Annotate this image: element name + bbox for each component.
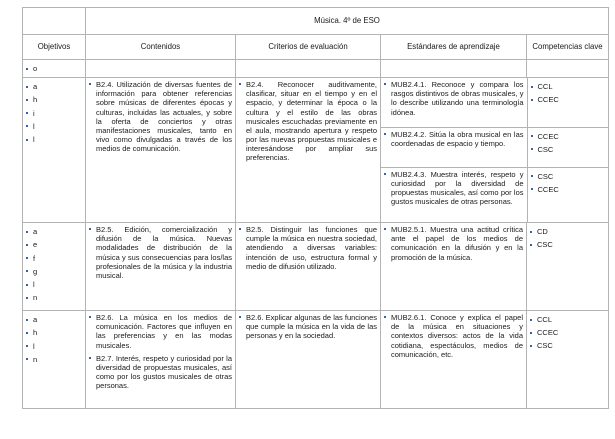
standard-list	[384, 170, 524, 207]
criteria-list	[239, 80, 377, 162]
contents-cell	[86, 60, 236, 78]
objective-item: l	[26, 340, 82, 353]
standard-row	[381, 127, 609, 167]
objective-item: i	[26, 107, 82, 120]
competences-cell	[527, 60, 609, 78]
standard-item: MUB2.4.3. Muestra interés, respeto y curiosidad por la diversidad de propuestas musicales, así como por los gustos musicales de otras personas.	[384, 170, 524, 207]
contents-cell	[86, 78, 236, 223]
content-item: B2.7. Interés, respeto y curiosidad por la diversidad de propuestas musicales, así como por los gustos musicales de otras personas.	[89, 354, 232, 391]
standard-list	[384, 225, 523, 262]
content-item: B2.5. Edición, comercialización y difusión de la música. Nuevas modalidades de distribución de la música y sus consecuencias para los/las profesionales de la música y la industria musical.	[89, 225, 232, 280]
competence-item: CSC	[531, 143, 607, 156]
objective-item: g	[26, 265, 82, 278]
competence-item: CCL	[530, 313, 605, 326]
standard-list	[384, 130, 524, 148]
standards-cell	[381, 223, 527, 311]
standard-item: MUB2.6.1. Conoce y explica el papel de la música en situaciones y contextos diversos: actos de la vida cotidiana, espectáculos, medios de comunicación, etc.	[384, 313, 523, 359]
standard-item: MUB2.5.1. Muestra una actitud crítica ante el papel de los medios de comunicación en la difusión y en la promoción de la música.	[384, 225, 523, 262]
criteria-cell	[236, 60, 381, 78]
table-title: Música. 4º de ESO	[86, 8, 609, 35]
objective-item: a	[26, 80, 82, 93]
header-standards: Estándares de aprendizaje	[381, 35, 527, 60]
competence-item: CCL	[531, 80, 607, 93]
competence-cell	[527, 127, 609, 167]
curriculum-table	[22, 7, 609, 409]
objective-item: l	[26, 133, 82, 146]
standards-competences-cell	[381, 78, 609, 223]
objectives-list	[26, 80, 82, 146]
competence-item: CSC	[531, 170, 607, 183]
standard-list	[384, 80, 524, 117]
objective-item: h	[26, 326, 82, 339]
contents-list	[89, 80, 232, 153]
header-competences: Competencias clave	[527, 35, 609, 60]
standard-cell	[381, 78, 527, 127]
contents-list	[89, 313, 232, 390]
objective-item: o	[26, 62, 82, 75]
competences-cell	[527, 311, 609, 409]
competence-item: CCEC	[531, 93, 607, 106]
objective-item: l	[26, 278, 82, 291]
competence-list	[530, 313, 605, 352]
competence-item: CSC	[530, 339, 605, 352]
competence-list	[531, 80, 607, 106]
contents-list	[89, 225, 232, 280]
content-item: B2.4. Utilización de diversas fuentes de información para obtener referencias sobre músicas de diferentes épocas y culturas, incluidas las actuales, y sobre la oferta de conciertos y otras manifestaciones musicales, tanto en vivo como divulgadas a través de los medios de comunicación.	[89, 80, 232, 153]
competence-item: CCEC	[531, 183, 607, 196]
criterion-item: B2.5. Distinguir las funciones que cumple la música en nuestra sociedad, atendiendo a diversas variables: intención de uso, estructura formal y medio de difusión utilizado.	[239, 225, 377, 271]
title-row	[23, 8, 609, 35]
competence-list	[531, 170, 607, 196]
objective-item: f	[26, 252, 82, 265]
objectives-cell	[23, 311, 86, 409]
criteria-cell	[236, 311, 381, 409]
competence-cell	[527, 167, 609, 222]
table-row	[23, 311, 609, 409]
contents-cell	[86, 311, 236, 409]
standard-cell	[381, 127, 527, 167]
objective-item: h	[26, 93, 82, 106]
objectives-list	[26, 62, 82, 75]
header-row	[23, 35, 609, 60]
objective-item: n	[26, 291, 82, 304]
objectives-cell	[23, 60, 86, 78]
criterion-item: B2.6. Explicar algunas de las funciones que cumple la música en la vida de las personas y en la sociedad.	[239, 313, 377, 340]
objective-item: e	[26, 238, 82, 251]
objectives-list	[26, 225, 82, 304]
objectives-cell	[23, 78, 86, 223]
objectives-list	[26, 313, 82, 366]
competence-item: CCEC	[530, 326, 605, 339]
corner-cell	[23, 8, 86, 35]
competences-cell	[527, 223, 609, 311]
table-row	[23, 223, 609, 311]
header-contents: Contenidos	[86, 35, 236, 60]
header-criteria: Criterios de evaluación	[236, 35, 381, 60]
competence-item: CCEC	[531, 130, 607, 143]
criteria-list	[239, 225, 377, 271]
content-item: B2.6. La música en los medios de comunicación. Factores que influyen en las preferencias y en las modas musicales.	[89, 313, 232, 350]
competence-cell	[527, 78, 609, 127]
table-row	[23, 60, 609, 78]
table-row	[23, 78, 609, 223]
objectives-cell	[23, 223, 86, 311]
standard-list	[384, 313, 523, 359]
contents-cell	[86, 223, 236, 311]
competence-item: CD	[530, 225, 605, 238]
standard-row	[381, 78, 609, 127]
header-objectives: Objetivos	[23, 35, 86, 60]
criterion-item: B2.4. Reconocer auditivamente, clasificar, situar en el tiempo y en el espacio, y determinar la época o la cultura y el estilo de las obras musicales escuchadas previamente en el aula, mostrando apertura y respeto por las nuevas propuestas musicales e interesándose por ampliar sus preferencias.	[239, 80, 377, 162]
criteria-cell	[236, 78, 381, 223]
objective-item: a	[26, 225, 82, 238]
objective-item: n	[26, 353, 82, 366]
standards-cell	[381, 60, 527, 78]
objective-item: l	[26, 120, 82, 133]
competence-item: CSC	[530, 238, 605, 251]
criteria-cell	[236, 223, 381, 311]
standard-row	[381, 167, 609, 222]
competence-list	[530, 225, 605, 251]
standard-item: MUB2.4.1. Reconoce y compara los rasgos distintivos de obras musicales, y lo describe utilizando una terminología idónea.	[384, 80, 524, 117]
competence-list	[531, 130, 607, 156]
criteria-list	[239, 313, 377, 340]
standard-cell	[381, 167, 527, 222]
standard-item: MUB2.4.2. Sitúa la obra musical en las coordenadas de espacio y tiempo.	[384, 130, 524, 148]
standards-cell	[381, 311, 527, 409]
standards-subtable	[381, 78, 609, 222]
objective-item: a	[26, 313, 82, 326]
